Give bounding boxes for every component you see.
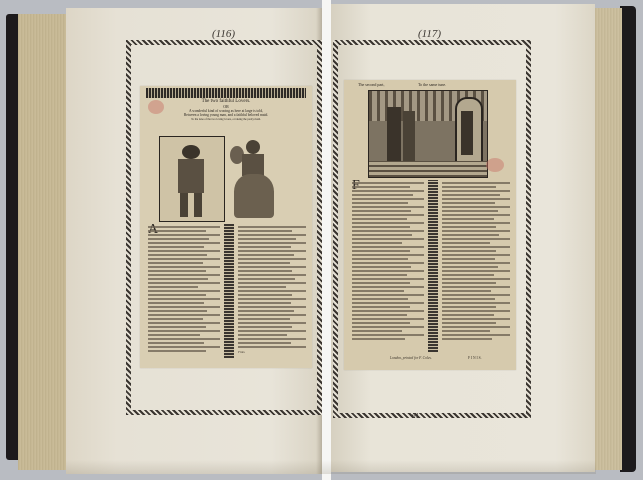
ballad-text-column-left — [352, 180, 424, 342]
woodcut-cavalier — [159, 136, 225, 222]
ballad-finis: Finis. — [238, 350, 246, 354]
woodcut-lady — [228, 138, 280, 220]
page-edges-left — [18, 14, 70, 470]
imprint-line: London, printed for F. Coles. — [390, 356, 432, 360]
ballad-sheet-left — [140, 86, 312, 368]
ornamental-column-divider — [224, 224, 234, 358]
tune-header: To the same tune. — [418, 82, 447, 87]
page-edges-right — [592, 8, 622, 470]
right-folio-number: (117) — [418, 28, 442, 40]
woodcut-street-scene — [368, 90, 488, 178]
left-folio-number: (116) — [212, 28, 236, 40]
ballad-text-column-right — [238, 224, 306, 354]
ornamental-column-divider — [428, 180, 438, 352]
library-stamp — [148, 100, 164, 114]
ballad-subtitle-2: Between a loving young man, and a faithful beloved maid. — [183, 113, 269, 118]
ballad-sheet-right — [344, 80, 516, 370]
page-bottom-shadow — [66, 460, 596, 474]
ballad-text-column-left — [148, 224, 220, 354]
ballad-conjunction: OR — [223, 104, 229, 109]
gutter-divider — [322, 0, 331, 480]
library-stamp — [486, 158, 504, 172]
ballad-title: The two faithful Lovers. — [201, 99, 251, 104]
ballad-tune: To the tune of the two loving lovers, or taking the pretty maid. — [191, 117, 261, 121]
ballad-subtitle-1: A wonderful kind of wooing as here at large is told, — [188, 109, 264, 113]
bottom-page-mark: 61 — [412, 412, 419, 420]
ornamental-banner — [146, 88, 306, 98]
finis-mark: F I N I S. — [468, 356, 482, 360]
second-part-header: The second part, — [358, 82, 385, 87]
ballad-text-column-right — [442, 180, 510, 342]
book-cover-right — [620, 6, 636, 472]
